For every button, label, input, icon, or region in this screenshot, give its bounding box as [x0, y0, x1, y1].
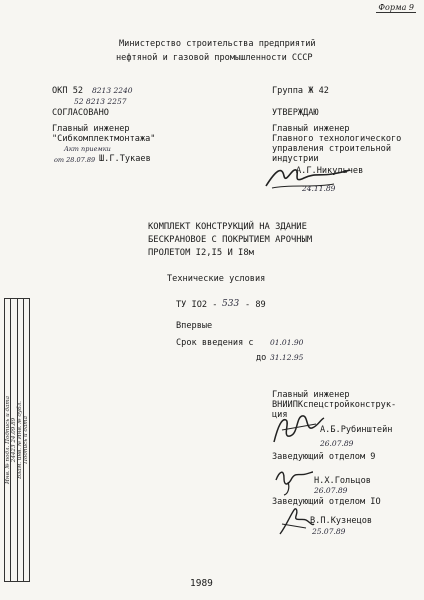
signer-3-date: 25.07.89	[312, 527, 346, 536]
approve-signature	[262, 162, 352, 192]
okp-code-1: 8213 2240	[92, 86, 133, 95]
signer-3-name: В.П.Кузнецов	[310, 516, 373, 526]
intro-label: Срок введения с	[176, 338, 254, 348]
agreed-title: СОГЛАСОВАНО	[52, 108, 109, 118]
stamp-strip-4	[24, 299, 29, 581]
approve-date: 24.11.89	[302, 184, 336, 193]
signer-2-name: Н.Х.Гольцов	[314, 476, 371, 486]
agreed-note: Акт приемки	[64, 145, 111, 153]
ministry-line-1: Министерство строительства предприятий	[119, 39, 316, 49]
ministry-line-2: нефтяной и газовой промышленности СССР	[116, 53, 313, 63]
year-label: 1989	[190, 578, 213, 589]
first-label: Впервые	[176, 321, 213, 331]
approve-title: УТВЕРЖДАЮ	[272, 108, 319, 118]
agreed-line-2: "Сибкомплектмонтажа"	[52, 134, 156, 144]
group-label: Группа Ж 42	[272, 86, 329, 96]
approve-name: А.Г.Никульчев	[296, 166, 364, 176]
signer-2-line-1: Заведующий отделом 9	[272, 452, 376, 462]
form-number-label: Форма 9	[378, 3, 414, 12]
stamp-strip-1-text: Инв. № подл. Подпись и дата	[4, 396, 11, 484]
intro-to-label: до	[256, 353, 267, 363]
signer-3-signature	[276, 502, 316, 538]
intro-to: 31.12.95	[270, 353, 304, 362]
approve-line-1: Главный инженер	[272, 124, 350, 134]
agreed-name: Ш.Г.Тукаев	[99, 154, 151, 164]
agreed-date: от 28.07.89	[54, 156, 96, 164]
intro-from: 01.01.90	[270, 338, 304, 347]
signer-1-signature	[268, 408, 328, 448]
title-line-2: БЕСКРАНОВОЕ С ПОКРЫТИЕМ АРОЧНЫМ	[148, 235, 313, 245]
okp-label: ОКП 52	[52, 86, 84, 96]
signer-2-date: 26.07.89	[314, 486, 348, 495]
tu-number: 533	[222, 299, 240, 309]
spec-label: Технические условия	[167, 274, 266, 284]
signer-3-line-1: Заведующий отделом IO	[272, 497, 381, 507]
signer-1-name: А.Б.Рубинштейн	[320, 425, 393, 435]
stamp-strip-2-text: 24423 24.09.89	[10, 417, 17, 463]
approve-line-3: управления строительной	[272, 144, 391, 154]
signer-1-line-3: ция	[272, 410, 288, 420]
tu-suffix: - 89	[245, 300, 266, 310]
stamp-strip-3-text: Взам. инв. № Инв. № дубл.	[17, 401, 24, 479]
signer-1-line-2: ВНИИПКспецстройконструк-	[272, 400, 397, 410]
approve-line-2: Главного технологического	[272, 134, 402, 144]
approve-line-4: индустрии	[272, 154, 319, 164]
title-line-1: КОМПЛЕКТ КОНСТРУКЦИЙ НА ЗДАНИЕ	[148, 222, 307, 232]
signer-2-signature	[272, 464, 314, 496]
inventory-stamp-column	[4, 298, 30, 582]
signer-1-line-1: Главный инженер	[272, 390, 350, 400]
signer-1-date: 26.07.89	[320, 439, 354, 448]
tu-prefix: ТУ IO2 -	[176, 300, 218, 310]
stamp-strip-4-text: Подпись и дата	[23, 416, 30, 464]
agreed-line-1: Главный инженер	[52, 124, 130, 134]
title-line-3: ПРОЛЕТОМ I2,I5 И I8м	[148, 248, 254, 258]
okp-code-2: 52 8213 2257	[74, 97, 127, 106]
